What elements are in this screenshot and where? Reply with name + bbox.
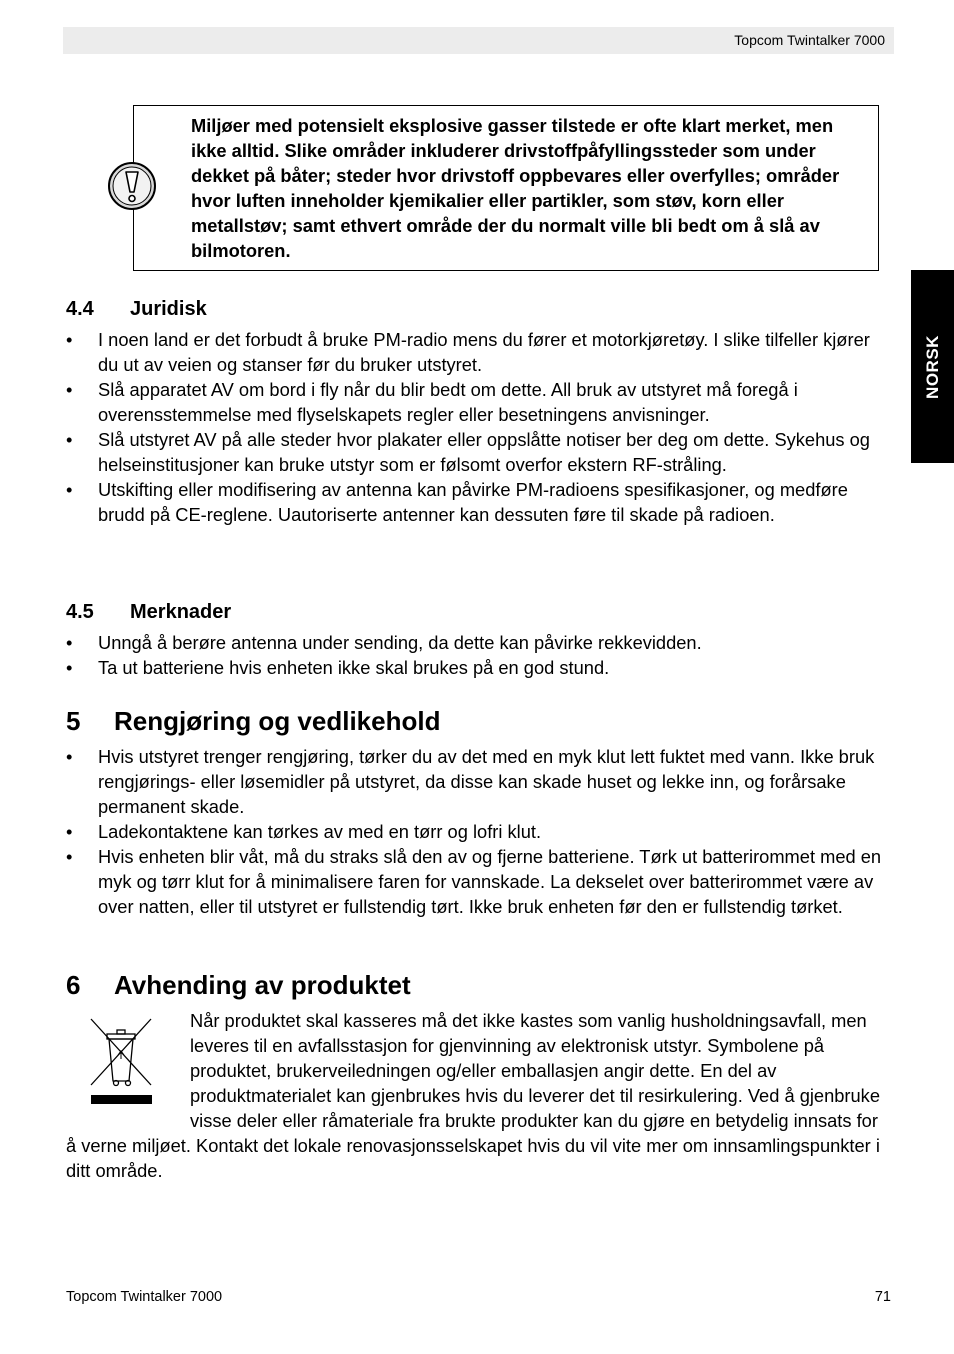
language-tab [911, 270, 954, 463]
list-item: • Ladekontaktene kan tørkes av med en tørr og lofri klut. [66, 819, 892, 844]
list-item: • Hvis utstyret trenger rengjøring, tørker du av det med en myk klut lett fuktet med vann. Ikke bruk rengjørings- eller løsemidler på utstyret, da disse kan skade huset og lekke inn, og forårsake permanent skade. [66, 744, 892, 819]
section-4-5-list [66, 630, 892, 680]
section-5-heading [66, 706, 440, 737]
list-item: • Ta ut batteriene hvis enheten ikke skal brukes på en god stund. [66, 655, 892, 680]
language-tab-label: NORSK [922, 334, 942, 399]
section-title: Avhending av produktet [114, 970, 411, 1000]
list-item: • Slå utstyret AV på alle steder hvor plakater eller oppslåtte notiser ber deg om dette. Sykehus og helseinstitusjoner kan bruke utstyr som er følsomt overfor ekstern RF-stråling. [66, 427, 892, 477]
section-4-4-list [66, 327, 892, 527]
list-item: • Hvis enheten blir våt, må du straks slå den av og fjerne batteriene. Tørk ut batterirommet med en myk og tørr klut for å minimalisere faren for vannskade. La dekselet over batterirommet være av over natten, eller til utstyret er fullstendig tørt. Ikke bruk enheten før den er fullstendig tørket. [66, 844, 892, 919]
list-item: • I noen land er det forbudt å bruke PM-radio mens du fører et motorkjøretøy. I slike tilfeller kjører du ut av veien og stanser før du bruker utstyret. [66, 327, 892, 377]
section-title: Juridisk [130, 298, 207, 320]
page-header [63, 27, 894, 54]
section-number: 4.4 [66, 298, 94, 320]
list-item: • Slå apparatet AV om bord i fly når du blir bedt om dette. All bruk av utstyret må foregå i overensstemmelse med flyselskapets regler eller besetningens anvisninger. [66, 377, 892, 427]
section-4-5-heading [66, 601, 231, 624]
icon-spacer [66, 1008, 190, 1128]
disposal-paragraph [66, 1008, 892, 1183]
section-number: 5 [66, 706, 81, 736]
section-5-list [66, 744, 892, 919]
section-title: Rengjøring og vedlikehold [114, 706, 441, 736]
section-6-heading [66, 970, 411, 1001]
warning-text: Miljøer med potensielt eksplosive gasser tilstede er ofte klart merket, men ikke alltid. Slike områder inkluderer drivstoffpåfyllingssteder som under dekket på båter; steder hvor drivstoff oppbevares eller overfylles; områder hvor luften inneholder kjemikalier eller partikler, som støv, korn eller metallstøv; samt ethvert område der du normalt ville bli bedt om å slå av bilmotoren. [191, 115, 840, 261]
disposal-text: Når produktet skal kasseres må det ikke kastes som vanlig husholdningsavfall, men leveres til en avfallsstasjon for gjenvinning av elektronisk utstyr. Symbolene på produktet, brukerveiledningen og/eller emballasjen angir dette. En del av produktmaterialet kan gjenbrukes hvis du leverer det til resirkulering. Ved å gjenbruke visse deler eller råmateriale fra brukte produkter kan du gjøre en betydelig innsats for å verne miljøet. Kontakt det lokale renovasjonsselskapet hvis du vil vite mer om innsamlingspunkter i ditt område. [66, 1010, 880, 1181]
section-number: 6 [66, 970, 81, 1000]
footer-page-number: 71 [874, 1289, 891, 1305]
exclamation-icon [106, 160, 158, 212]
section-4-4-heading [66, 298, 207, 321]
header-title: Topcom Twintalker 7000 [734, 32, 885, 48]
section-title: Merknader [130, 601, 232, 623]
list-item: • Utskifting eller modifisering av antenna kan påvirke PM-radioens spesifikasjoner, og medføre brudd på CE-reglene. Uautoriserte antenner kan dessuten føre til skade på radioen. [66, 477, 892, 527]
footer-product: Topcom Twintalker 7000 [66, 1289, 223, 1305]
section-number: 4.5 [66, 601, 94, 623]
list-item: • Unngå å berøre antenna under sending, da dette kan påvirke rekkevidden. [66, 630, 892, 655]
